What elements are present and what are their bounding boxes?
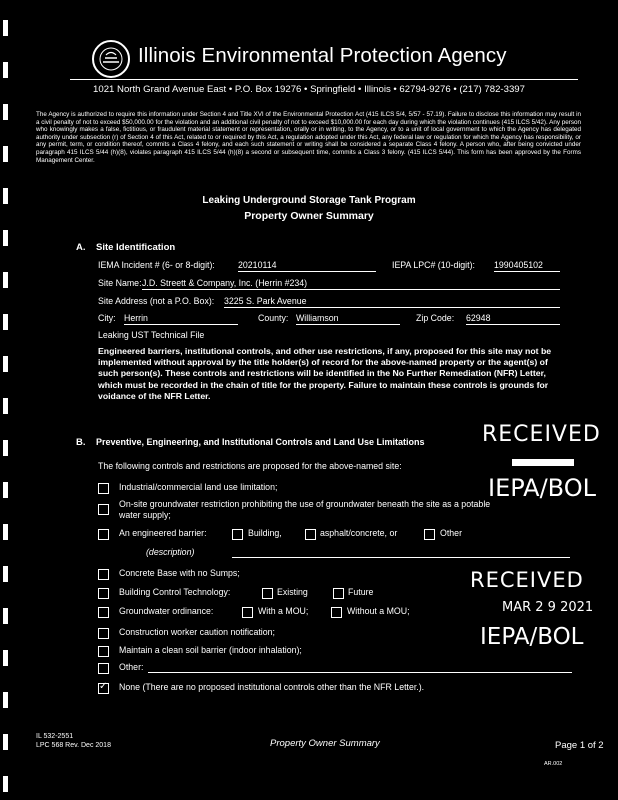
industrial-option: Industrial/commercial land use limitation; [119, 482, 278, 492]
section-b-heading: Preventive, Engineering, and Institutional Controls and Land Use Limitations [96, 437, 425, 447]
description-field[interactable] [232, 557, 570, 558]
other-option: Other: [119, 662, 144, 672]
received-date-stamp: MAR 2 9 2021 [502, 600, 594, 615]
controls-paragraph: Engineered barriers, institutional controls, and other use restrictions, if any, proposed for this site may not be implemented without approval by the title holder(s) of record for the above-named property or the agent(s) of such person(s). These controls and restrictions will be identified in the No Further Remediation (NFR) Letter, which must be recorded in the chain of title for the property. Failure to maintain these controls is grounds for voidance of the NFR Letter. [98, 346, 552, 401]
construction-checkbox[interactable] [98, 628, 109, 639]
form-id: IL 532-2551 [36, 733, 74, 740]
groundwater-restriction-option-cont: water supply; [119, 510, 171, 520]
gw-ordinance-option: Groundwater ordinance: [119, 606, 214, 616]
future-option: Future [348, 587, 374, 597]
city-label: City: [98, 313, 116, 323]
scan-edge-mark [3, 776, 8, 792]
scan-edge-mark [3, 146, 8, 162]
site-name-field[interactable]: J.D. Streett & Company, Inc. (Herrin #234) [142, 278, 560, 290]
concrete-base-checkbox[interactable] [98, 569, 109, 580]
received-stamp-1: RECEIVED [482, 422, 601, 447]
scan-edge-mark [3, 356, 8, 372]
groundwater-restriction-checkbox[interactable] [98, 504, 109, 515]
form-title: Property Owner Summary [244, 210, 374, 222]
building-control-option: Building Control Technology: [119, 587, 231, 597]
scan-edge-mark [3, 692, 8, 708]
stamp-bar [512, 459, 574, 466]
section-a-letter: A. [76, 242, 86, 253]
scan-edge-mark [3, 20, 8, 36]
lpc-label: IEPA LPC# (10-digit): [392, 260, 475, 270]
existing-option: Existing [277, 587, 308, 597]
gw-ordinance-checkbox[interactable] [98, 607, 109, 618]
scan-edge-mark [3, 566, 8, 582]
groundwater-restriction-option: On-site groundwater restriction prohibiting the use of groundwater beneath the site as a potable [119, 499, 491, 509]
agency-address: 1021 North Grand Avenue East • P.O. Box 19276 • Springfield • Illinois • 62794-9276 • (217) 782-3397 [93, 84, 525, 95]
scan-edge-mark [3, 734, 8, 750]
scan-edge-mark [3, 314, 8, 330]
with-mou-option: With a MOU; [258, 606, 309, 616]
none-option: None (There are no proposed institutional controls other than the NFR Letter.). [119, 682, 425, 692]
program-title: Leaking Underground Storage Tank Program [202, 195, 416, 206]
none-checkbox[interactable] [98, 683, 109, 694]
form-revision: LPC 568 Rev. Dec 2018 [36, 742, 111, 749]
engineered-barrier-checkbox[interactable] [98, 529, 109, 540]
page-number: Page 1 of 2 [555, 740, 604, 751]
site-address-field[interactable]: 3225 S. Park Avenue [224, 296, 560, 308]
site-address-label: Site Address (not a P.O. Box): [98, 296, 215, 306]
city-field[interactable]: Herrin [124, 313, 238, 325]
other-barrier-checkbox[interactable] [424, 529, 435, 540]
soil-barrier-checkbox[interactable] [98, 646, 109, 657]
lpc-field[interactable]: 1990405102 [494, 260, 560, 272]
site-name-label: Site Name: [98, 278, 142, 288]
incident-field[interactable]: 20210114 [238, 260, 376, 272]
building-control-checkbox[interactable] [98, 588, 109, 599]
scan-edge-mark [3, 482, 8, 498]
description-label: (description) [146, 547, 195, 557]
section-b-letter: B. [76, 437, 86, 448]
section-a-heading: Site Identification [96, 242, 176, 253]
without-mou-checkbox[interactable] [331, 607, 342, 618]
legal-notice: The Agency is authorized to require this information under Section 4 and Title XVI of the Environmental Protection Act (415 ILCS 5/4, 5/57 - 57.19). Failure to disclose this information may result in a civil penalty of not to exceed $50,000.00 for the violation and an additional civil penalty of not to exceed $10,000.00 for each day during which the violation continues (415 ILCS 5/42). Any person who knowingly makes a false, fictitious, or fraudulent material statement or representation, orally or in writing, to the Agency, or to a unit of local government to which the Agency has delegated authority under subsection (r) of Section 4 of this Act, related to or required by this Act, a regulation adopted under this Act, any federal law or regulation for which the Agency has responsibility, or any permit, term, or condition thereof, commits a Class 4 felony, and each such statement or writing shall be considered a separate Class 4 felony. A person who, after being convicted under paragraph 415 ILCS 5/44 (h)(8), violates paragraph 415 ILCS 5/44 (h)(8) a second or subsequent time, commits a Class 3 felony. (415 ILCS 5/44). This form has been approved by the Forms Management Center. [36, 111, 581, 164]
file-label: Leaking UST Technical File [98, 330, 205, 340]
asphalt-option: asphalt/concrete, or [320, 528, 398, 538]
engineered-barrier-option: An engineered barrier: [119, 528, 207, 538]
agency-title: Illinois Environmental Protection Agency [138, 44, 507, 67]
county-label: County: [258, 313, 289, 323]
soil-barrier-option: Maintain a clean soil barrier (indoor inhalation); [119, 645, 302, 655]
construction-option: Construction worker caution notification; [119, 627, 275, 637]
received-stamp-2: RECEIVED [470, 568, 584, 592]
scan-edge-mark [3, 524, 8, 540]
industrial-checkbox[interactable] [98, 483, 109, 494]
concrete-base-option: Concrete Base with no Sumps; [119, 568, 240, 578]
scan-edge-mark [3, 230, 8, 246]
scan-edge-mark [3, 440, 8, 456]
zip-field[interactable]: 62948 [466, 313, 560, 325]
zip-label: Zip Code: [416, 313, 455, 323]
asphalt-checkbox[interactable] [305, 529, 316, 540]
scan-edge-mark [3, 62, 8, 78]
existing-checkbox[interactable] [262, 588, 273, 599]
county-field[interactable]: Williamson [296, 313, 400, 325]
without-mou-option: Without a MOU; [347, 606, 410, 616]
state-seal-icon [92, 40, 130, 78]
other-field[interactable] [148, 672, 572, 673]
header-rule [70, 79, 578, 80]
other-barrier-option: Other [440, 528, 463, 538]
iepa-bol-stamp-1: IEPA/BOL [488, 474, 596, 502]
section-b-intro: The following controls and restrictions are proposed for the above-named site: [98, 461, 402, 471]
scan-edge-mark [3, 104, 8, 120]
scan-edge-mark [3, 272, 8, 288]
corner-code: AR.002 [544, 761, 563, 767]
scan-edge-mark [3, 650, 8, 666]
iepa-bol-stamp-2: IEPA/BOL [480, 624, 584, 650]
scan-edge-mark [3, 398, 8, 414]
scan-edge-mark [3, 608, 8, 624]
other-checkbox[interactable] [98, 663, 109, 674]
incident-label: IEMA Incident # (6- or 8-digit): [98, 260, 215, 270]
future-checkbox[interactable] [333, 588, 344, 599]
with-mou-checkbox[interactable] [242, 607, 253, 618]
building-checkbox[interactable] [232, 529, 243, 540]
building-option: Building, [248, 528, 282, 538]
footer-doc-name: Property Owner Summary [270, 738, 380, 749]
